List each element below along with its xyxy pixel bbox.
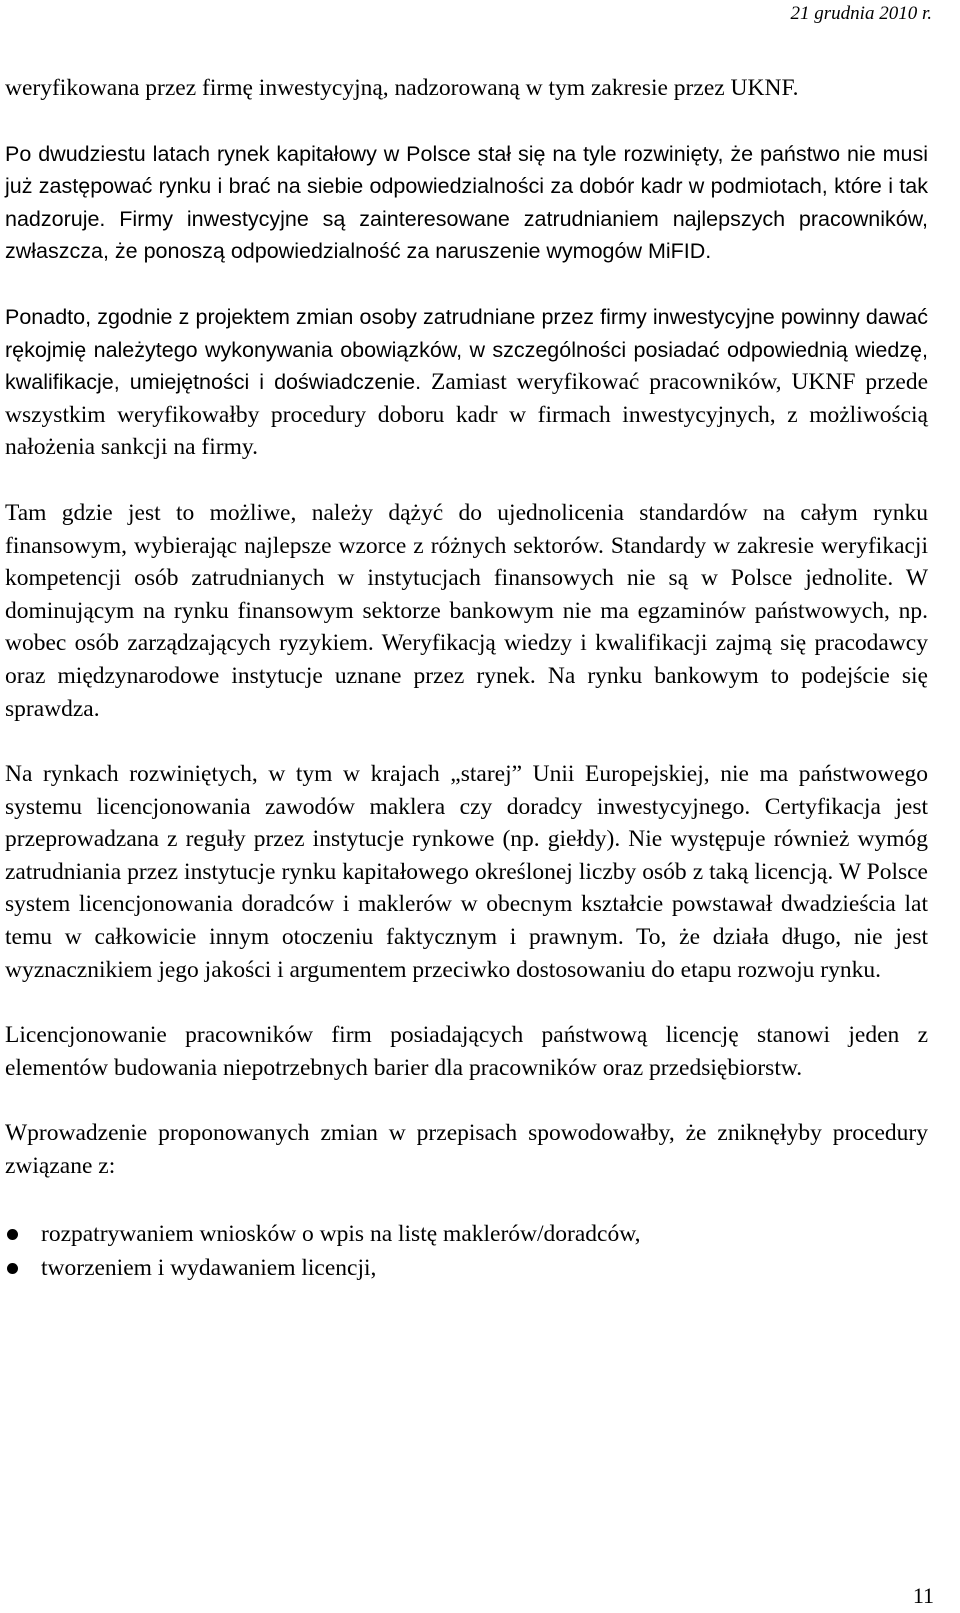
page-number: 11 [912, 1583, 934, 1608]
paragraph-part: Ponadto, zgodnie z projektem zmian osoby zatrudniane przez firmy inwestycyjne powinny dawać rękojmię należytego wykonywania obowiązków, w szczególności posiadać odpowiednią wiedzę, kwalifikacje, umiejętności i doświadczenie. [5, 304, 928, 395]
list-item-text: tworzeniem i wydawaniem licencji, [41, 1254, 377, 1281]
document-body [5, 72, 928, 1285]
paragraph: Wprowadzenie proponowanych zmian w przepisach spowodowałby, że zniknęłyby procedury związane z: [5, 1120, 928, 1180]
paragraph: Tam gdzie jest to możliwe, należy dążyć do ujednolicenia standardów na całym rynku finansowym, wybierając najlepsze wzorce z różnych sektorów. Standardy w zakresie weryfikacji kompetencji osób zatrudnianych w instytucjach finansowych nie są w Polsce jednolite. W dominującym na rynku finansowym sektorze bankowym nie ma egzaminów państwowych, np. wobec osób zarządzających ryzykiem. Weryfikacją wiedzy i kwalifikacji zajmą się pracodawcy oraz międzynarodowe instytucje uznane przez rynek. Na rynku bankowym to podejście się sprawdza. [5, 499, 928, 722]
paragraph: Na rynkach rozwiniętych, w tym w krajach „starej” Unii Europejskiej, nie ma państwowego systemu licencjonowania zawodów maklera czy doradcy inwestycyjnego. Certyfikacja jest przeprowadzana z reguły przez instytucje rynkowe (np. giełdy). Nie występuje również wymóg zatrudniania przez instytucje rynku kapitałowego określonej liczby osób z taką licencją. W Polsce system licencjonowania doradców i maklerów w obecnym kształcie powstawał dwadzieścia lat temu w całkowicie innym otoczeniu faktycznym i prawnym. To, że działa długo, nie jest wyznacznikiem jego jakości i argumentem przeciwko dostosowaniu do etapu rozwoju rynku. [5, 761, 928, 983]
bullet-icon [7, 1229, 18, 1240]
paragraph: Po dwudziestu latach rynek kapitałowy w Polsce stał się na tyle rozwinięty, że państwo nie musi już zastępować rynku i brać na siebie odpowiedzialności za dobór kadr w podmiotach, które i tak nadzoruje. Firmy inwestycyjne są zainteresowane zatrudnianiem najlepszych pracowników, zwłaszcza, że ponoszą odpowiedzialność za naruszenie wymogów MiFID. [5, 141, 928, 264]
paragraph [5, 301, 928, 464]
bullet-icon [7, 1263, 18, 1274]
list-item [5, 1251, 928, 1285]
bullet-list [5, 1217, 928, 1285]
paragraph-part: Zamiast weryfikować pracowników, UKNF przede wszystkim weryfikowałby procedury doboru kadr w firmach inwestycyjnych, z możliwością nałożenia sankcji na firmy. [5, 369, 928, 461]
paragraph: Licencjonowanie pracowników firm posiadających państwową licencję stanowi jeden z elementów budowania niepotrzebnych barier dla pracowników oraz przedsiębiorstw. [5, 1022, 928, 1081]
list-item-text: rozpatrywaniem wniosków o wpis na listę maklerów/doradców, [41, 1220, 641, 1247]
page-date: 21 grudnia 2010 r. [790, 3, 932, 24]
paragraph: weryfikowana przez firmę inwestycyjną, nadzorowaną w tym zakresie przez UKNF. [5, 75, 799, 101]
list-item [5, 1217, 928, 1251]
